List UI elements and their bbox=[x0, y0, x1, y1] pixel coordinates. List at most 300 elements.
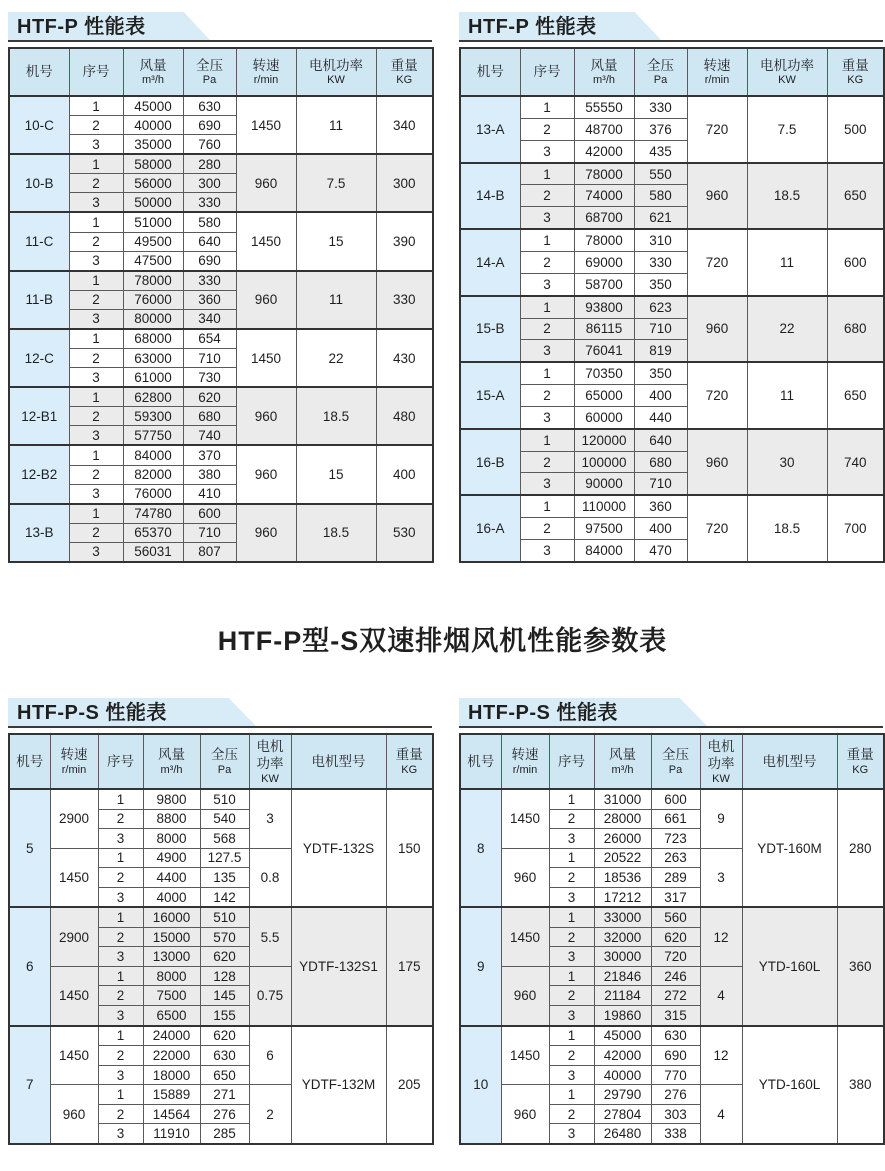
cell-model: 11-C bbox=[9, 212, 69, 270]
cell-seq: 1 bbox=[549, 907, 594, 927]
cell-weight: 650 bbox=[827, 163, 884, 230]
cell-seq: 3 bbox=[69, 368, 123, 388]
cell-airflow: 65000 bbox=[574, 385, 634, 407]
header-airflow: 风量 m³/h bbox=[123, 48, 183, 96]
table-title-banner bbox=[8, 698, 432, 728]
cell-pressure: 661 bbox=[651, 809, 700, 829]
cell-power: 0.8 bbox=[249, 848, 291, 907]
htfps-section-right bbox=[459, 698, 883, 1145]
cell-airflow: 100000 bbox=[574, 451, 634, 473]
cell-pressure: 540 bbox=[200, 809, 249, 829]
cell-pressure: 550 bbox=[634, 163, 687, 185]
cell-pressure: 819 bbox=[634, 340, 687, 362]
cell-seq: 2 bbox=[520, 385, 574, 407]
cell-airflow: 110000 bbox=[574, 495, 634, 517]
cell-seq: 2 bbox=[549, 868, 594, 888]
cell-pressure: 568 bbox=[200, 829, 249, 849]
cell-motor: YDTF-132S bbox=[291, 789, 386, 907]
header-weight: 重量 KG bbox=[827, 48, 884, 96]
cell-pressure: 620 bbox=[200, 1026, 249, 1046]
cell-airflow: 76000 bbox=[123, 484, 183, 504]
cell-pressure: 300 bbox=[183, 174, 236, 193]
cell-power: 11 bbox=[296, 96, 376, 154]
cell-speed: 2900 bbox=[50, 789, 98, 848]
cell-power: 22 bbox=[747, 296, 827, 363]
cell-weight: 150 bbox=[386, 789, 433, 907]
cell-seq: 3 bbox=[549, 947, 594, 967]
header-power: 电机 功率 KW bbox=[700, 734, 742, 789]
cell-model: 16-A bbox=[460, 495, 520, 562]
cell-power: 9 bbox=[700, 789, 742, 848]
cell-power: 4 bbox=[700, 1085, 742, 1144]
cell-weight: 390 bbox=[376, 212, 433, 270]
cell-seq: 1 bbox=[69, 154, 123, 174]
cell-pressure: 690 bbox=[183, 251, 236, 271]
cell-airflow: 80000 bbox=[123, 309, 183, 329]
cell-seq: 2 bbox=[549, 1046, 594, 1066]
cell-airflow: 24000 bbox=[143, 1026, 200, 1046]
header-power: 电机功率 KW bbox=[296, 48, 376, 96]
cell-airflow: 60000 bbox=[574, 406, 634, 428]
cell-pressure: 272 bbox=[651, 986, 700, 1006]
page-title: HTF-P型-S双速排烟风机性能参数表 bbox=[217, 626, 668, 656]
cell-power: 3 bbox=[249, 789, 291, 848]
cell-model: 10 bbox=[460, 1026, 501, 1144]
header-power: 电机 功率 KW bbox=[249, 734, 291, 789]
cell-pressure: 145 bbox=[200, 986, 249, 1006]
cell-pressure: 330 bbox=[183, 193, 236, 213]
cell-seq: 2 bbox=[520, 118, 574, 140]
cell-pressure: 570 bbox=[200, 927, 249, 947]
cell-pressure: 410 bbox=[183, 484, 236, 504]
cell-speed: 720 bbox=[687, 495, 747, 562]
cell-model: 11-B bbox=[9, 271, 69, 329]
cell-airflow: 35000 bbox=[123, 135, 183, 155]
cell-airflow: 69000 bbox=[574, 252, 634, 274]
cell-pressure: 621 bbox=[634, 207, 687, 229]
cell-seq: 1 bbox=[69, 445, 123, 465]
cell-seq: 1 bbox=[98, 1085, 143, 1105]
cell-model: 14-B bbox=[460, 163, 520, 230]
cell-airflow: 90000 bbox=[574, 473, 634, 495]
cell-seq: 3 bbox=[520, 140, 574, 162]
cell-pressure: 690 bbox=[651, 1046, 700, 1066]
cell-airflow: 68000 bbox=[123, 329, 183, 349]
cell-seq: 1 bbox=[520, 229, 574, 251]
cell-model: 7 bbox=[9, 1026, 50, 1144]
cell-airflow: 22000 bbox=[143, 1046, 200, 1066]
cell-pressure: 435 bbox=[634, 140, 687, 162]
cell-airflow: 6500 bbox=[143, 1006, 200, 1026]
cell-pressure: 289 bbox=[651, 868, 700, 888]
cell-power: 18.5 bbox=[747, 495, 827, 562]
cell-pressure: 710 bbox=[183, 349, 236, 368]
cell-model: 15-A bbox=[460, 362, 520, 429]
cell-pressure: 510 bbox=[200, 789, 249, 809]
cell-seq: 2 bbox=[69, 465, 123, 484]
cell-airflow: 61000 bbox=[123, 368, 183, 388]
cell-pressure: 285 bbox=[200, 1124, 249, 1144]
cell-airflow: 11910 bbox=[143, 1124, 200, 1144]
cell-model: 12-B1 bbox=[9, 387, 69, 445]
cell-power: 18.5 bbox=[296, 504, 376, 562]
cell-seq: 2 bbox=[98, 927, 143, 947]
cell-seq: 2 bbox=[69, 407, 123, 426]
cell-pressure: 770 bbox=[651, 1065, 700, 1085]
table-title-banner bbox=[8, 12, 432, 42]
cell-seq: 2 bbox=[98, 809, 143, 829]
cell-speed: 1450 bbox=[50, 848, 98, 907]
cell-model: 10-C bbox=[9, 96, 69, 154]
cell-pressure: 600 bbox=[651, 789, 700, 809]
cell-pressure: 330 bbox=[634, 252, 687, 274]
cell-motor: YDTF-132M bbox=[291, 1026, 386, 1144]
cell-power: 22 bbox=[296, 329, 376, 387]
htfp-table-left bbox=[8, 47, 434, 563]
htfps-tables-row bbox=[0, 698, 885, 1145]
cell-speed: 960 bbox=[501, 848, 549, 907]
cell-speed: 960 bbox=[687, 296, 747, 363]
cell-seq: 3 bbox=[98, 947, 143, 967]
cell-seq: 1 bbox=[520, 96, 574, 118]
cell-airflow: 28000 bbox=[594, 809, 651, 829]
header-speed: 转速 r/min bbox=[501, 734, 549, 789]
cell-seq: 2 bbox=[98, 986, 143, 1006]
cell-weight: 650 bbox=[827, 362, 884, 429]
cell-airflow: 17212 bbox=[594, 887, 651, 907]
cell-speed: 1450 bbox=[501, 789, 549, 848]
cell-pressure: 580 bbox=[183, 212, 236, 232]
table-title: HTF-P 性能表 bbox=[17, 16, 146, 38]
cell-pressure: 330 bbox=[634, 96, 687, 118]
cell-pressure: 630 bbox=[200, 1046, 249, 1066]
cell-seq: 1 bbox=[98, 907, 143, 927]
cell-seq: 3 bbox=[520, 340, 574, 362]
cell-airflow: 14564 bbox=[143, 1104, 200, 1124]
header-airflow: 风量 m³/h bbox=[574, 48, 634, 96]
cell-pressure: 650 bbox=[200, 1065, 249, 1085]
cell-seq: 3 bbox=[520, 273, 574, 295]
cell-seq: 1 bbox=[549, 966, 594, 986]
cell-pressure: 370 bbox=[183, 445, 236, 465]
cell-seq: 3 bbox=[69, 484, 123, 504]
cell-airflow: 65370 bbox=[123, 523, 183, 542]
cell-airflow: 31000 bbox=[594, 789, 651, 809]
header-motor: 电机型号 bbox=[291, 734, 386, 789]
cell-seq: 1 bbox=[69, 212, 123, 232]
cell-pressure: 740 bbox=[183, 426, 236, 446]
cell-airflow: 78000 bbox=[123, 271, 183, 291]
cell-pressure: 350 bbox=[634, 362, 687, 384]
htfp-table-right bbox=[459, 47, 885, 563]
cell-airflow: 42000 bbox=[594, 1046, 651, 1066]
cell-speed: 960 bbox=[501, 966, 549, 1025]
cell-airflow: 48700 bbox=[574, 118, 634, 140]
cell-speed: 1450 bbox=[236, 212, 296, 270]
cell-weight: 380 bbox=[837, 1026, 884, 1144]
cell-airflow: 97500 bbox=[574, 518, 634, 540]
cell-seq: 1 bbox=[520, 495, 574, 517]
cell-airflow: 27804 bbox=[594, 1104, 651, 1124]
cell-model: 16-B bbox=[460, 429, 520, 496]
cell-airflow: 30000 bbox=[594, 947, 651, 967]
cell-pressure: 723 bbox=[651, 829, 700, 849]
cell-pressure: 276 bbox=[651, 1085, 700, 1105]
cell-seq: 3 bbox=[98, 1065, 143, 1085]
cell-seq: 3 bbox=[69, 135, 123, 155]
cell-speed: 960 bbox=[236, 504, 296, 562]
cell-seq: 1 bbox=[98, 848, 143, 868]
cell-pressure: 510 bbox=[200, 907, 249, 927]
cell-power: 15 bbox=[296, 445, 376, 503]
cell-power: 11 bbox=[296, 271, 376, 329]
cell-power: 2 bbox=[249, 1085, 291, 1144]
cell-power: 7.5 bbox=[747, 96, 827, 163]
header-seq: 序号 bbox=[98, 734, 143, 789]
htfps-table-left bbox=[8, 733, 434, 1145]
cell-speed: 960 bbox=[236, 271, 296, 329]
cell-seq: 3 bbox=[549, 1065, 594, 1085]
cell-seq: 1 bbox=[69, 329, 123, 349]
cell-seq: 1 bbox=[98, 789, 143, 809]
cell-pressure: 330 bbox=[183, 271, 236, 291]
header-pressure: 全压 Pa bbox=[634, 48, 687, 96]
cell-speed: 960 bbox=[236, 387, 296, 445]
cell-speed: 960 bbox=[687, 429, 747, 496]
cell-pressure: 350 bbox=[634, 273, 687, 295]
header-weight: 重量 KG bbox=[837, 734, 884, 789]
cell-speed: 1450 bbox=[50, 1026, 98, 1085]
cell-airflow: 58700 bbox=[574, 273, 634, 295]
cell-pressure: 271 bbox=[200, 1085, 249, 1105]
cell-weight: 300 bbox=[376, 154, 433, 212]
cell-airflow: 74000 bbox=[574, 185, 634, 207]
cell-model: 12-C bbox=[9, 329, 69, 387]
cell-motor: YTD-160L bbox=[742, 907, 837, 1025]
cell-pressure: 710 bbox=[183, 523, 236, 542]
header-airflow: 风量 m³/h bbox=[143, 734, 200, 789]
cell-speed: 960 bbox=[236, 154, 296, 212]
cell-pressure: 710 bbox=[634, 318, 687, 340]
cell-seq: 2 bbox=[520, 252, 574, 274]
cell-pressure: 730 bbox=[183, 368, 236, 388]
cell-pressure: 620 bbox=[200, 947, 249, 967]
cell-speed: 1450 bbox=[50, 966, 98, 1025]
cell-pressure: 470 bbox=[634, 539, 687, 562]
cell-pressure: 630 bbox=[651, 1026, 700, 1046]
cell-model: 8 bbox=[460, 789, 501, 907]
cell-seq: 1 bbox=[549, 789, 594, 809]
cell-speed: 1450 bbox=[236, 96, 296, 154]
cell-airflow: 13000 bbox=[143, 947, 200, 967]
table-title: HTF-P-S 性能表 bbox=[17, 702, 167, 724]
cell-airflow: 15889 bbox=[143, 1085, 200, 1105]
cell-motor: YDTF-132S1 bbox=[291, 907, 386, 1025]
cell-seq: 1 bbox=[520, 296, 574, 318]
cell-seq: 3 bbox=[520, 207, 574, 229]
cell-airflow: 76000 bbox=[123, 290, 183, 309]
cell-seq: 1 bbox=[549, 848, 594, 868]
cell-seq: 3 bbox=[69, 542, 123, 562]
header-airflow: 风量 m³/h bbox=[594, 734, 651, 789]
header-model: 机号 bbox=[460, 48, 520, 96]
cell-pressure: 128 bbox=[200, 966, 249, 986]
cell-airflow: 86115 bbox=[574, 318, 634, 340]
cell-pressure: 135 bbox=[200, 868, 249, 888]
header-model: 机号 bbox=[9, 48, 69, 96]
cell-airflow: 45000 bbox=[123, 96, 183, 116]
cell-airflow: 7500 bbox=[143, 986, 200, 1006]
cell-airflow: 4400 bbox=[143, 868, 200, 888]
cell-airflow: 18536 bbox=[594, 868, 651, 888]
cell-seq: 2 bbox=[69, 232, 123, 251]
cell-speed: 1450 bbox=[501, 907, 549, 966]
cell-pressure: 127.5 bbox=[200, 848, 249, 868]
cell-speed: 1450 bbox=[236, 329, 296, 387]
cell-airflow: 84000 bbox=[574, 539, 634, 562]
cell-pressure: 640 bbox=[634, 429, 687, 451]
cell-speed: 960 bbox=[236, 445, 296, 503]
header-weight: 重量 KG bbox=[376, 48, 433, 96]
cell-airflow: 50000 bbox=[123, 193, 183, 213]
cell-speed: 960 bbox=[50, 1085, 98, 1144]
cell-pressure: 620 bbox=[651, 927, 700, 947]
cell-power: 0.75 bbox=[249, 966, 291, 1025]
cell-pressure: 710 bbox=[634, 473, 687, 495]
cell-power: 18.5 bbox=[747, 163, 827, 230]
cell-seq: 3 bbox=[520, 539, 574, 562]
cell-seq: 1 bbox=[520, 362, 574, 384]
cell-airflow: 19860 bbox=[594, 1006, 651, 1026]
cell-seq: 3 bbox=[549, 829, 594, 849]
cell-airflow: 29790 bbox=[594, 1085, 651, 1105]
cell-seq: 1 bbox=[520, 163, 574, 185]
cell-speed: 720 bbox=[687, 362, 747, 429]
cell-weight: 500 bbox=[827, 96, 884, 163]
cell-pressure: 400 bbox=[634, 518, 687, 540]
cell-weight: 740 bbox=[827, 429, 884, 496]
cell-pressure: 340 bbox=[183, 309, 236, 329]
cell-speed: 1450 bbox=[501, 1026, 549, 1085]
cell-seq: 1 bbox=[69, 504, 123, 524]
cell-seq: 3 bbox=[69, 251, 123, 271]
cell-seq: 2 bbox=[69, 174, 123, 193]
cell-airflow: 47500 bbox=[123, 251, 183, 271]
cell-pressure: 600 bbox=[183, 504, 236, 524]
cell-seq: 2 bbox=[520, 185, 574, 207]
htfp-section-right bbox=[459, 12, 883, 563]
cell-power: 6 bbox=[249, 1026, 291, 1085]
cell-pressure: 760 bbox=[183, 135, 236, 155]
cell-power: 11 bbox=[747, 229, 827, 296]
cell-airflow: 84000 bbox=[123, 445, 183, 465]
cell-power: 4 bbox=[700, 966, 742, 1025]
header-power: 电机功率 KW bbox=[747, 48, 827, 96]
cell-seq: 3 bbox=[69, 193, 123, 213]
cell-airflow: 26000 bbox=[594, 829, 651, 849]
htfp-tables-row bbox=[0, 0, 885, 563]
cell-power: 18.5 bbox=[296, 387, 376, 445]
cell-pressure: 680 bbox=[634, 451, 687, 473]
cell-power: 11 bbox=[747, 362, 827, 429]
cell-speed: 720 bbox=[687, 96, 747, 163]
header-speed: 转速 r/min bbox=[50, 734, 98, 789]
cell-model: 6 bbox=[9, 907, 50, 1025]
cell-pressure: 338 bbox=[651, 1124, 700, 1144]
cell-pressure: 620 bbox=[183, 387, 236, 407]
cell-seq: 2 bbox=[98, 1104, 143, 1124]
htfp-section-left bbox=[8, 12, 432, 563]
cell-airflow: 8000 bbox=[143, 966, 200, 986]
cell-pressure: 720 bbox=[651, 947, 700, 967]
cell-pressure: 280 bbox=[183, 154, 236, 174]
cell-airflow: 120000 bbox=[574, 429, 634, 451]
cell-pressure: 310 bbox=[634, 229, 687, 251]
cell-weight: 680 bbox=[827, 296, 884, 363]
cell-airflow: 70350 bbox=[574, 362, 634, 384]
table-title-banner bbox=[459, 12, 883, 42]
header-seq: 序号 bbox=[69, 48, 123, 96]
cell-pressure: 263 bbox=[651, 848, 700, 868]
cell-airflow: 76041 bbox=[574, 340, 634, 362]
cell-pressure: 246 bbox=[651, 966, 700, 986]
cell-airflow: 26480 bbox=[594, 1124, 651, 1144]
header-pressure: 全压 Pa bbox=[183, 48, 236, 96]
header-seq: 序号 bbox=[549, 734, 594, 789]
cell-model: 10-B bbox=[9, 154, 69, 212]
cell-pressure: 440 bbox=[634, 406, 687, 428]
header-pressure: 全压 Pa bbox=[651, 734, 700, 789]
cell-pressure: 680 bbox=[183, 407, 236, 426]
cell-seq: 1 bbox=[549, 1026, 594, 1046]
cell-seq: 1 bbox=[98, 1026, 143, 1046]
cell-seq: 2 bbox=[549, 1104, 594, 1124]
cell-seq: 1 bbox=[69, 387, 123, 407]
cell-model: 13-A bbox=[460, 96, 520, 163]
header-speed: 转速 r/min bbox=[687, 48, 747, 96]
cell-pressure: 400 bbox=[634, 385, 687, 407]
cell-seq: 3 bbox=[98, 1006, 143, 1026]
cell-pressure: 580 bbox=[634, 185, 687, 207]
cell-airflow: 21184 bbox=[594, 986, 651, 1006]
cell-airflow: 21846 bbox=[594, 966, 651, 986]
cell-airflow: 20522 bbox=[594, 848, 651, 868]
cell-airflow: 8800 bbox=[143, 809, 200, 829]
cell-pressure: 155 bbox=[200, 1006, 249, 1026]
cell-airflow: 16000 bbox=[143, 907, 200, 927]
cell-model: 9 bbox=[460, 907, 501, 1025]
cell-power: 7.5 bbox=[296, 154, 376, 212]
cell-airflow: 40000 bbox=[123, 116, 183, 135]
cell-airflow: 78000 bbox=[574, 229, 634, 251]
cell-airflow: 93800 bbox=[574, 296, 634, 318]
header-model: 机号 bbox=[9, 734, 50, 789]
cell-seq: 2 bbox=[549, 986, 594, 1006]
cell-airflow: 4000 bbox=[143, 887, 200, 907]
htfps-section-left bbox=[8, 698, 432, 1145]
header-speed: 转速 r/min bbox=[236, 48, 296, 96]
cell-pressure: 560 bbox=[651, 907, 700, 927]
cell-airflow: 51000 bbox=[123, 212, 183, 232]
table-title-banner bbox=[459, 698, 883, 728]
cell-speed: 720 bbox=[687, 229, 747, 296]
cell-speed: 960 bbox=[501, 1085, 549, 1144]
header-seq: 序号 bbox=[520, 48, 574, 96]
header-pressure: 全压 Pa bbox=[200, 734, 249, 789]
cell-airflow: 18000 bbox=[143, 1065, 200, 1085]
htfps-table-right bbox=[459, 733, 885, 1145]
cell-airflow: 62800 bbox=[123, 387, 183, 407]
